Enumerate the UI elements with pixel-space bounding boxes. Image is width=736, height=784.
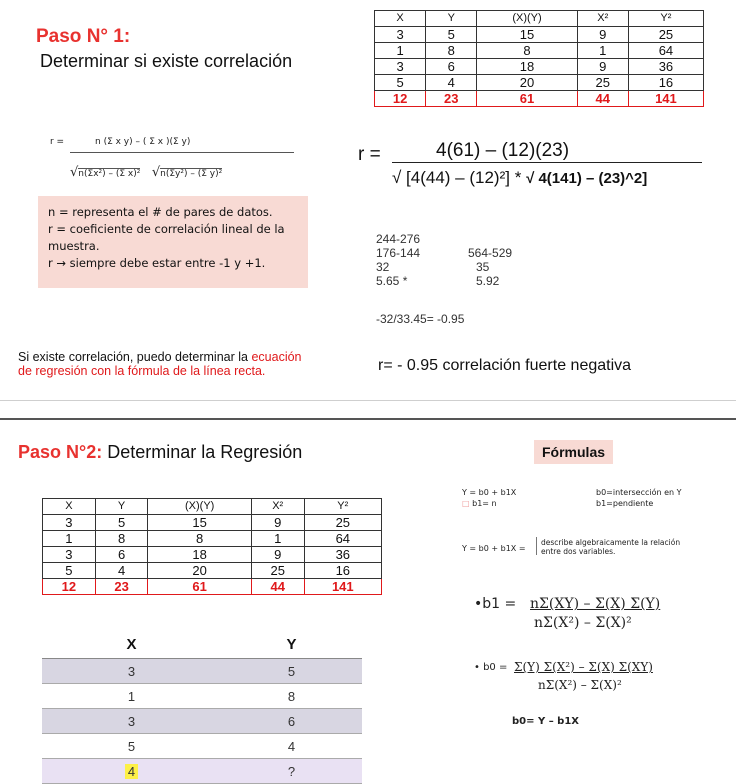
table-cell: 9 <box>577 27 628 43</box>
substitution-fraction-line <box>392 162 702 163</box>
b0-denominator: nΣ(X²) – Σ(X)² <box>538 678 622 692</box>
table-cell: 8 <box>221 684 362 709</box>
eq-line-1: Y = b0 + b1X <box>462 488 517 497</box>
total-cell: 61 <box>477 91 577 107</box>
step1-data-table <box>374 10 704 107</box>
eq-line-2-note: describe algebraicamente la relación entre dos variables. <box>541 538 681 556</box>
slide-divider <box>0 400 736 420</box>
substitution-lhs: r = <box>358 144 381 165</box>
table-cell: 3 <box>375 27 426 43</box>
total-cell: 12 <box>375 91 426 107</box>
table-cell: 4 <box>426 75 477 91</box>
eq-note-slope: b1=pendiente <box>596 499 654 508</box>
substitution-numerator: 4(61) – (12)(23) <box>436 140 570 161</box>
table-cell: 9 <box>251 515 304 531</box>
table-cell: 25 <box>577 75 628 91</box>
table-header-cell: (X)(Y) <box>148 499 251 515</box>
table-header-cell: X <box>43 499 96 515</box>
prediction-y-cell: ? <box>221 759 362 784</box>
table-cell: 5 <box>221 659 362 684</box>
table-cell: 4 <box>221 734 362 759</box>
calc-right-column <box>468 246 512 288</box>
table-cell: 6 <box>426 59 477 75</box>
definition-r: r = coeficiente de correlación lineal de la muestra. <box>48 222 285 253</box>
calc-line: 5.65 * <box>376 274 408 288</box>
table-cell: 16 <box>628 75 703 91</box>
definition-range: r → siempre debe estar entre -1 y +1. <box>48 256 266 270</box>
table-cell: 1 <box>375 43 426 59</box>
regression-note: Si existe correlación, puedo determinar la ecuación de regresión con la fórmula de la línea recta. <box>18 350 302 378</box>
table-cell: 6 <box>95 547 148 563</box>
table-cell: 1 <box>42 684 221 709</box>
table-cell: 9 <box>251 547 304 563</box>
table-row <box>43 515 382 531</box>
table-row <box>42 709 362 734</box>
table-cell: 1 <box>577 43 628 59</box>
table-row <box>42 659 362 684</box>
table-row <box>43 547 382 563</box>
prediction-x-cell: 4 <box>42 759 221 784</box>
total-cell: 12 <box>43 579 96 595</box>
correlation-formula-lhs: r = <box>50 137 65 147</box>
table-row <box>375 59 704 75</box>
table-cell: 5 <box>42 734 221 759</box>
table-cell: 3 <box>375 59 426 75</box>
table-cell: 36 <box>304 547 381 563</box>
total-cell: 141 <box>304 579 381 595</box>
total-cell: 23 <box>95 579 148 595</box>
total-cell: 44 <box>577 91 628 107</box>
step1-title: Paso N° 1: <box>36 26 131 47</box>
table-header-cell: Y <box>95 499 148 515</box>
table-row <box>43 531 382 547</box>
fraction-line <box>70 152 294 153</box>
table-cell: 18 <box>148 547 251 563</box>
step2-data-table <box>42 498 382 595</box>
calc-result: -32/33.45= -0.95 <box>376 312 465 326</box>
table-cell: 5 <box>95 515 148 531</box>
table-cell: 3 <box>43 515 96 531</box>
table-cell: 1 <box>43 531 96 547</box>
table-header-cell: Y <box>221 630 362 659</box>
substitution-denominator: √ [4(44) – (12)²] * √ 4(141) – (23)^2] <box>392 168 648 187</box>
table-row <box>375 27 704 43</box>
xy-prediction-table <box>42 630 362 784</box>
table-cell: 64 <box>628 43 703 59</box>
prediction-row <box>42 759 362 784</box>
table-row <box>42 734 362 759</box>
calc-left-column <box>376 232 420 288</box>
table-cell: 25 <box>628 27 703 43</box>
totals-row <box>375 91 704 107</box>
totals-row <box>43 579 382 595</box>
table-cell: 8 <box>95 531 148 547</box>
table-cell: 18 <box>477 59 577 75</box>
definitions-box <box>38 196 308 288</box>
table-row <box>43 563 382 579</box>
table-cell: 5 <box>43 563 96 579</box>
calc-line: 32 <box>376 260 390 274</box>
table-cell: 5 <box>375 75 426 91</box>
table-cell: 16 <box>304 563 381 579</box>
total-cell: 61 <box>148 579 251 595</box>
table-cell: 8 <box>148 531 251 547</box>
formulas-badge: Fórmulas <box>534 440 613 464</box>
step1-subtitle: Determinar si existe correlación <box>40 51 293 71</box>
table-cell: 8 <box>477 43 577 59</box>
table-cell: 9 <box>577 59 628 75</box>
b0-final: b0= Y – b1X <box>512 716 580 727</box>
table-header-cell: (X)(Y) <box>477 11 577 27</box>
step2-title: Paso N°2: Determinar la Regresión <box>18 442 303 462</box>
eq-note-intercept: b0=intersección en Y <box>596 488 682 497</box>
b0-numerator: Σ(Y) Σ(X²) – Σ(X) Σ(XY) <box>514 660 653 674</box>
b1-numerator: nΣ(XY) – Σ(X) Σ(Y) <box>530 596 661 612</box>
calc-line: 5.92 <box>476 274 500 288</box>
table-header-cell: Y <box>426 11 477 27</box>
table-cell: 64 <box>304 531 381 547</box>
table-header-cell: Y² <box>304 499 381 515</box>
table-header-cell: Y² <box>628 11 703 27</box>
calc-line: 244-276 <box>376 232 421 246</box>
eq-b1-line: □ b1= n <box>462 499 497 508</box>
total-cell: 44 <box>251 579 304 595</box>
table-cell: 4 <box>95 563 148 579</box>
eq-line-2: Y = b0 + b1X = <box>462 544 526 553</box>
b1-lhs: •b1 = <box>474 596 517 612</box>
table-cell: 20 <box>148 563 251 579</box>
table-cell: 36 <box>628 59 703 75</box>
calc-line: 564-529 <box>468 246 513 260</box>
table-header-cell: X² <box>251 499 304 515</box>
total-cell: 23 <box>426 91 477 107</box>
table-cell: 6 <box>221 709 362 734</box>
definition-n: n = representa el # de pares de datos. <box>48 205 273 219</box>
correlation-formula-denominator: √n(Σx²) – (Σ x)² √n(Σy²) – (Σ y)² <box>70 165 223 180</box>
table-row <box>42 684 362 709</box>
table-cell: 20 <box>477 75 577 91</box>
table-cell: 1 <box>251 531 304 547</box>
calc-line: 35 <box>476 260 490 274</box>
calc-line: 176-144 <box>376 246 421 260</box>
bracket <box>536 537 538 555</box>
table-header-cell: X <box>42 630 221 659</box>
table-cell: 25 <box>251 563 304 579</box>
correlation-formula-numerator: n (Σ x y) – ( Σ x )(Σ y) <box>95 137 191 147</box>
table-cell: 25 <box>304 515 381 531</box>
table-row <box>375 43 704 59</box>
table-header-cell: X <box>375 11 426 27</box>
table-cell: 15 <box>477 27 577 43</box>
b0-lhs: • b0 = <box>474 662 508 673</box>
conclusion-text: r= - 0.95 correlación fuerte negativa <box>378 357 632 374</box>
table-cell: 15 <box>148 515 251 531</box>
table-header-cell: X² <box>577 11 628 27</box>
table-row <box>375 75 704 91</box>
table-cell: 3 <box>42 659 221 684</box>
table-cell: 5 <box>426 27 477 43</box>
slide-step-2 <box>0 420 736 778</box>
table-cell: 3 <box>43 547 96 563</box>
total-cell: 141 <box>628 91 703 107</box>
b1-denominator: nΣ(X²) – Σ(X)² <box>534 615 632 631</box>
table-cell: 3 <box>42 709 221 734</box>
table-cell: 8 <box>426 43 477 59</box>
